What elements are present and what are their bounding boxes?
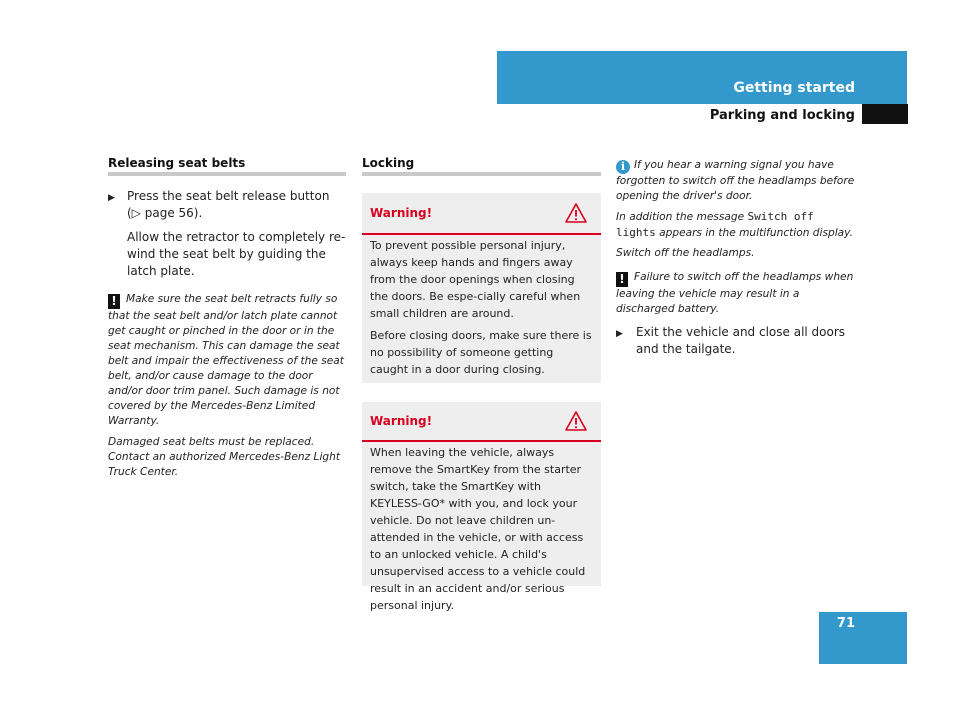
warning2-para1: When leaving the vehicle, always remove the SmartKey from the starter switch, take the SmartKey with KEYLESS-GO* with you, and lock your vehicle. Do not leave children un-attended in the vehicle, or with access to an unlocked vehicle. A child's unsupervised access to a vehicle could result in an accident and/or serious personal injury. — [370, 446, 586, 612]
warning-box-doors — [362, 193, 601, 383]
bullet-icon: ▶ — [108, 193, 115, 203]
warning-title: Warning! — [370, 414, 433, 428]
exclamation-icon: ! — [108, 294, 120, 309]
header-banner — [497, 51, 907, 104]
section-title: Parking and locking — [709, 108, 855, 123]
info3-text: Switch off the headlamps. — [616, 247, 755, 259]
exclamation-icon: ! — [616, 272, 628, 287]
warning1-para1: To prevent possible personal injury, always keep hands and fingers away from the door openings when closing the doors. Be espe-cially careful when small children are around. — [370, 239, 581, 320]
heading-rule — [108, 172, 346, 176]
bullet-icon: ▶ — [616, 329, 623, 339]
heading-locking: Locking — [362, 156, 415, 170]
section-tab-marker — [862, 104, 908, 124]
info2 — [616, 209, 856, 241]
notice-battery-text: Failure to switch off the headlamps when leaving the vehicle may result in a discharged battery. — [616, 271, 854, 315]
chapter-title: Getting started — [733, 80, 855, 96]
page-reference-link[interactable]: (▷ page 56). — [127, 206, 203, 220]
heading-releasing-seat-belts: Releasing seat belts — [108, 156, 246, 170]
notice2-text: Damaged seat belts must be replaced. Contact an authorized Mercedes-Benz Light Truck Center. — [108, 436, 340, 478]
warning-header — [362, 193, 601, 233]
page-number: 71 — [836, 616, 855, 631]
notice-battery — [616, 270, 856, 317]
info2-prefix: In addition the message — [616, 211, 745, 223]
notice-seat-belt — [108, 292, 346, 429]
column-locking — [362, 156, 601, 176]
notice1-text: Make sure the seat belt retracts fully so that the seat belt and/or latch plate cannot get caught or pinched in the door or in the seat mechanism. This can damage the seat belt and impair the effectiveness of the seat belt, and/or cause damage to the door and/or door trim panel. Such damage is not covered by the Mercedes-Benz Limited Warranty. — [108, 293, 344, 427]
step2-text: Allow the retractor to completely re-wind the seat belt by guiding the latch plate. — [127, 230, 346, 278]
warning-header — [362, 402, 601, 440]
display-message: Switch off lights — [616, 210, 814, 239]
column-headlamp-info — [616, 158, 856, 358]
step1-text: Press the seat belt release button — [127, 189, 330, 203]
warning-title: Warning! — [370, 206, 433, 220]
info-headlamp-warning — [616, 158, 856, 204]
warning-box-leaving — [362, 402, 601, 612]
warning1-para2: Before closing doors, make sure there is no possibility of someone getting caught in a door during closing. — [370, 329, 592, 376]
warning-triangle-icon — [564, 202, 588, 224]
step-press-release — [108, 188, 346, 222]
info1-text: If you hear a warning signal you have forgotten to switch off the headlamps before opening the driver's door. — [616, 159, 855, 202]
warning-triangle-icon — [564, 410, 588, 432]
step-exit-text: Exit the vehicle and close all doors and the tailgate. — [636, 325, 846, 356]
step-exit-vehicle — [616, 324, 856, 358]
info2-suffix: appears in the multifunction display. — [659, 227, 853, 239]
heading-rule — [362, 172, 601, 176]
column-releasing-seat-belts — [108, 156, 346, 480]
info-icon: i — [616, 160, 630, 174]
